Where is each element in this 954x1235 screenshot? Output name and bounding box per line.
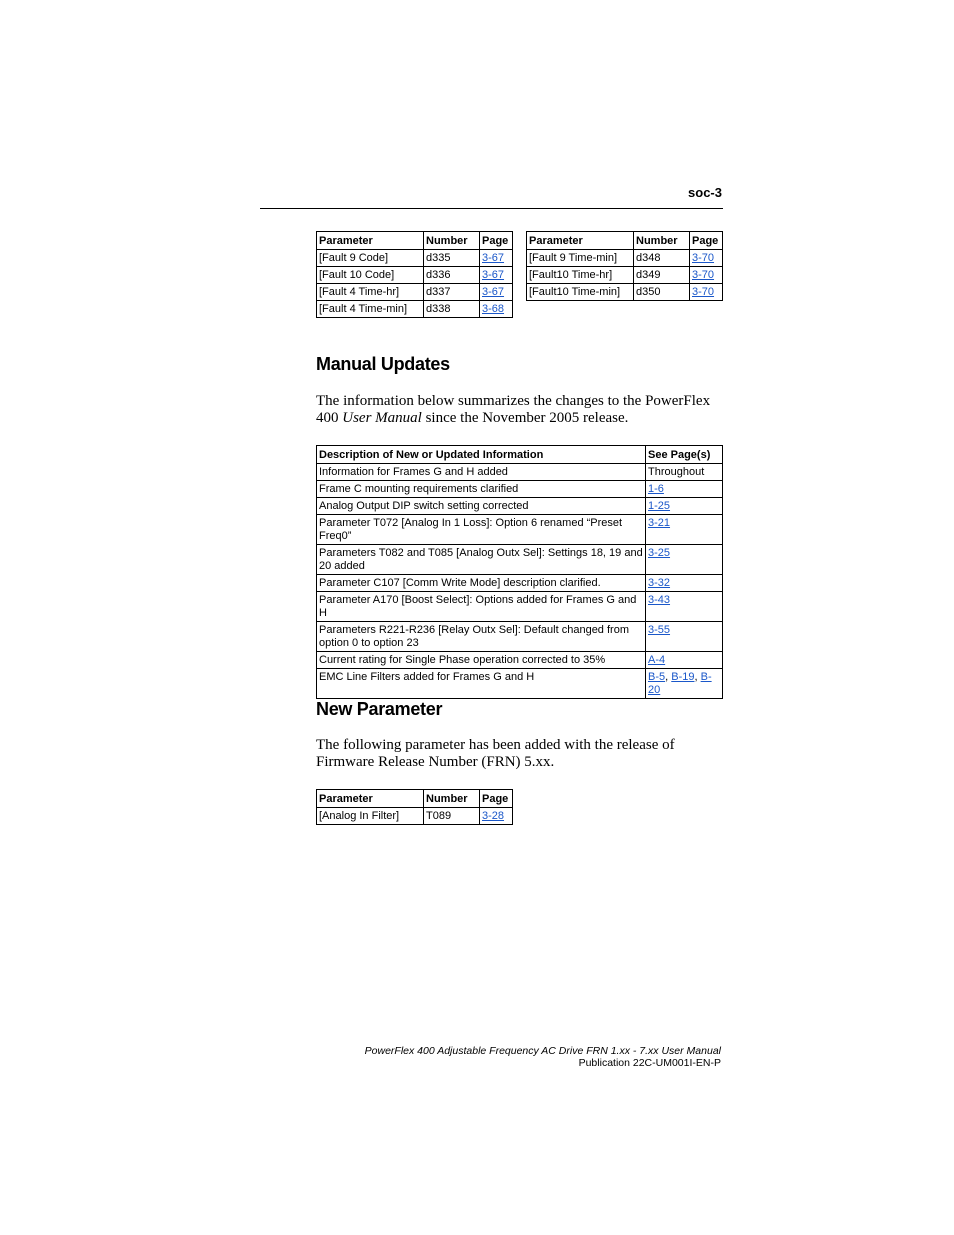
cell-see-pages: Throughout bbox=[646, 464, 723, 481]
new-parameter-heading: New Parameter bbox=[316, 699, 443, 719]
table-header-row bbox=[317, 790, 513, 808]
footer-publication: Publication 22C-UM001I-EN-P bbox=[578, 1057, 721, 1069]
cell-description: Information for Frames G and H added bbox=[317, 464, 646, 481]
fault-params-table-right bbox=[526, 231, 723, 301]
page-link[interactable]: B-20 bbox=[648, 671, 712, 696]
cell-page bbox=[690, 267, 723, 284]
table-row bbox=[317, 545, 723, 575]
header-description: Description of New or Updated Information bbox=[317, 446, 646, 464]
intro-text-italic: User Manual bbox=[342, 410, 422, 426]
page-separator: , bbox=[665, 671, 672, 683]
cell-parameter: [Fault 4 Time-min] bbox=[317, 301, 424, 318]
cell-see-pages bbox=[646, 592, 723, 622]
new-parameter-intro: The following parameter has been added with the release of Firmware Release Number (FRN) 5.xx. bbox=[316, 737, 675, 770]
table-header-row bbox=[527, 232, 723, 250]
intro-text-before: The information below summarizes the changes to the PowerFlex 400 bbox=[316, 393, 711, 426]
cell-number: d337 bbox=[424, 284, 480, 301]
page-footer bbox=[365, 1045, 721, 1069]
table-row bbox=[527, 267, 723, 284]
table-row bbox=[317, 267, 513, 284]
page-link[interactable]: 3-67 bbox=[482, 269, 505, 281]
page-separator: , bbox=[694, 671, 701, 683]
cell-description: EMC Line Filters added for Frames G and H bbox=[317, 669, 646, 699]
header-parameter: Parameter bbox=[317, 232, 424, 250]
page-link[interactable]: 3-21 bbox=[648, 517, 671, 529]
cell-description: Current rating for Single Phase operation corrected to 35% bbox=[317, 652, 646, 669]
page-link[interactable]: 3-25 bbox=[648, 547, 671, 559]
cell-see-pages bbox=[646, 652, 723, 669]
page-link[interactable]: B-19 bbox=[671, 671, 695, 683]
page-link[interactable]: 1-6 bbox=[648, 483, 664, 495]
cell-number: d349 bbox=[634, 267, 690, 284]
table-row bbox=[317, 808, 513, 825]
table-row bbox=[317, 498, 723, 515]
cell-see-pages bbox=[646, 545, 723, 575]
cell-parameter: [Fault 4 Time-hr] bbox=[317, 284, 424, 301]
cell-page bbox=[480, 250, 513, 267]
cell-number: d336 bbox=[424, 267, 480, 284]
table-row bbox=[527, 284, 723, 301]
table-row bbox=[527, 250, 723, 267]
page-link[interactable]: 3-70 bbox=[692, 286, 715, 298]
page-link[interactable]: 3-68 bbox=[482, 303, 505, 315]
cell-page bbox=[480, 301, 513, 318]
page-number: soc-3 bbox=[688, 185, 722, 200]
header-see-pages: See Page(s) bbox=[646, 446, 723, 464]
cell-number: d338 bbox=[424, 301, 480, 318]
cell-description: Parameters R221-R236 [Relay Outx Sel]: Default changed from option 0 to option 23 bbox=[317, 622, 646, 652]
cell-see-pages bbox=[646, 515, 723, 545]
header-number: Number bbox=[634, 232, 690, 250]
fault-params-table-left bbox=[316, 231, 513, 318]
page-link[interactable]: 3-70 bbox=[692, 269, 715, 281]
cell-page bbox=[480, 267, 513, 284]
table-row bbox=[317, 301, 513, 318]
table-row bbox=[317, 284, 513, 301]
cell-description: Parameter C107 [Comm Write Mode] description clarified. bbox=[317, 575, 646, 592]
cell-parameter: [Fault10 Time-min] bbox=[527, 284, 634, 301]
header-number: Number bbox=[424, 232, 480, 250]
table-row bbox=[317, 575, 723, 592]
cell-description: Parameters T082 and T085 [Analog Outx Sel]: Settings 18, 19 and 20 added bbox=[317, 545, 646, 575]
cell-number: d350 bbox=[634, 284, 690, 301]
cell-see-pages bbox=[646, 669, 723, 699]
cell-parameter: [Analog In Filter] bbox=[317, 808, 424, 825]
table-row bbox=[317, 622, 723, 652]
footer-manual-title: PowerFlex 400 Adjustable Frequency AC Drive FRN 1.xx - 7.xx User Manual bbox=[364, 1045, 721, 1057]
page-link[interactable]: 3-55 bbox=[648, 624, 671, 636]
cell-description: Frame C mounting requirements clarified bbox=[317, 481, 646, 498]
header-rule bbox=[260, 208, 723, 209]
table-row bbox=[317, 515, 723, 545]
cell-see-pages bbox=[646, 622, 723, 652]
cell-number: d348 bbox=[634, 250, 690, 267]
page-link[interactable]: 1-25 bbox=[648, 500, 671, 512]
header-parameter: Parameter bbox=[317, 790, 424, 808]
cell-see-pages bbox=[646, 481, 723, 498]
header-parameter: Parameter bbox=[527, 232, 634, 250]
cell-see-pages bbox=[646, 575, 723, 592]
manual-updates-heading: Manual Updates bbox=[316, 354, 450, 374]
cell-see-pages bbox=[646, 498, 723, 515]
cell-page bbox=[480, 284, 513, 301]
cell-description: Parameter A170 [Boost Select]: Options added for Frames G and H bbox=[317, 592, 646, 622]
cell-page bbox=[480, 808, 513, 825]
header-page: Page bbox=[690, 232, 723, 250]
manual-updates-table bbox=[316, 445, 723, 699]
cell-page bbox=[690, 284, 723, 301]
page-link[interactable]: B-5 bbox=[648, 671, 666, 683]
table-row bbox=[317, 481, 723, 498]
manual-updates-intro bbox=[316, 393, 726, 427]
cell-parameter: [Fault10 Time-hr] bbox=[527, 267, 634, 284]
cell-page bbox=[690, 250, 723, 267]
cell-number: T089 bbox=[424, 808, 480, 825]
cell-parameter: [Fault 9 Time-min] bbox=[527, 250, 634, 267]
table-row bbox=[317, 592, 723, 622]
page-link[interactable]: 3-67 bbox=[482, 286, 505, 298]
table-row bbox=[317, 652, 723, 669]
table-header-row bbox=[317, 446, 723, 464]
page-link[interactable]: 3-67 bbox=[482, 252, 505, 264]
cell-description: Analog Output DIP switch setting corrected bbox=[317, 498, 646, 515]
header-page: Page bbox=[480, 790, 513, 808]
page-link[interactable]: 3-43 bbox=[648, 594, 671, 606]
cell-number: d335 bbox=[424, 250, 480, 267]
table-header-row bbox=[317, 232, 513, 250]
new-parameter-table bbox=[316, 789, 513, 825]
table-row bbox=[317, 464, 723, 481]
table-row bbox=[317, 669, 723, 699]
table-row bbox=[317, 250, 513, 267]
page-link[interactable]: 3-70 bbox=[692, 252, 715, 264]
cell-parameter: [Fault 10 Code] bbox=[317, 267, 424, 284]
header-number: Number bbox=[424, 790, 480, 808]
cell-description: Parameter T072 [Analog In 1 Loss]: Option 6 renamed “Preset Freq0” bbox=[317, 515, 646, 545]
cell-parameter: [Fault 9 Code] bbox=[317, 250, 424, 267]
page-link[interactable]: 3-28 bbox=[482, 810, 505, 822]
page-link[interactable]: A-4 bbox=[648, 654, 666, 666]
intro-text-after: since the November 2005 release. bbox=[421, 410, 629, 426]
header-page: Page bbox=[480, 232, 513, 250]
page-link[interactable]: 3-32 bbox=[648, 577, 671, 589]
